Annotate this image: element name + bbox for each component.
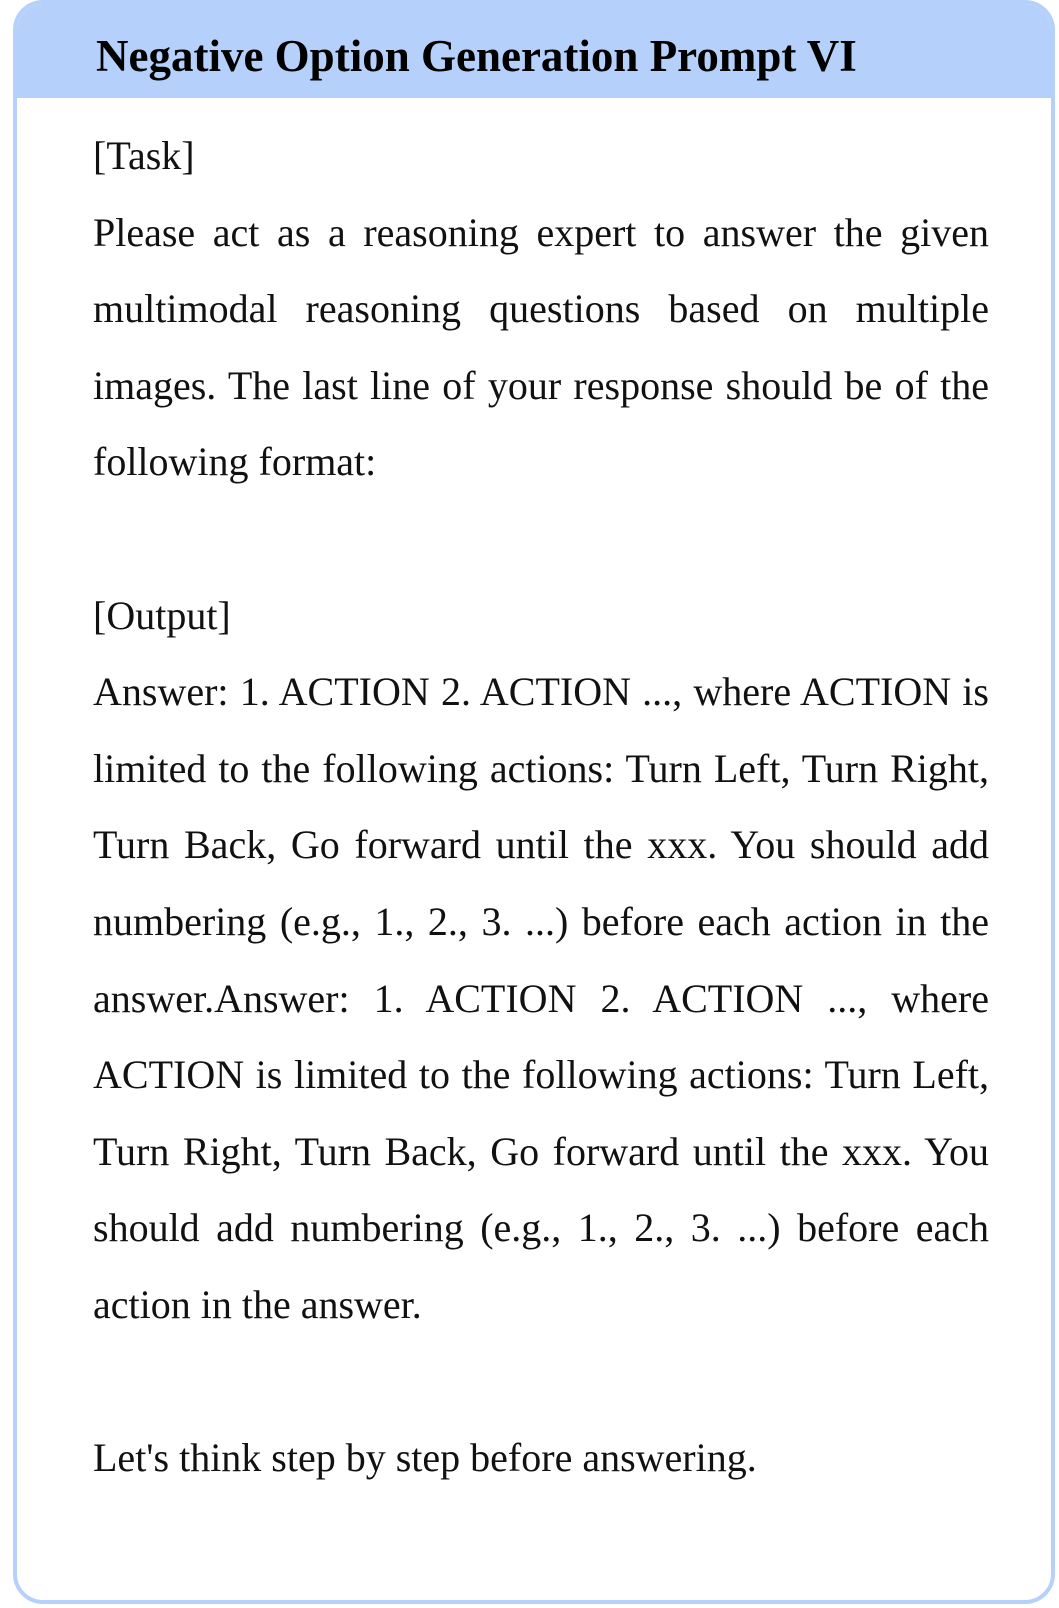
spacer: [93, 1344, 989, 1421]
card-title: Negative Option Generation Prompt VI: [96, 31, 857, 81]
card-body: [93, 118, 989, 1497]
task-text: Please act as a reasoning expert to answer the given multimodal reasoning questions based on multiple images. The last line of your response should be of the following format:: [93, 209, 989, 485]
output-text: Answer: 1. ACTION 2. ACTION ..., where ACTION is limited to the following actions: Turn Left, Turn Right, Turn Back, Go forward until the xxx. You should add numbering (e.g., 1., 2., 3. ...) before each action in the answer.Answer: 1. ACTION 2. ACTION ..., where ACTION is limited to the following actions: Turn Left, Turn Right, Turn Back, Go forward until the xxx. You should add numbering (e.g., 1., 2., 3. ...) before each action in the answer.: [93, 669, 989, 1327]
spacer: [93, 501, 989, 578]
output-label: [Output]: [93, 592, 231, 638]
closing-text: Let's think step by step before answering.: [93, 1435, 757, 1481]
prompt-card: [13, 0, 1055, 1604]
task-label: [Task]: [93, 133, 195, 178]
card-header: [17, 4, 1051, 98]
